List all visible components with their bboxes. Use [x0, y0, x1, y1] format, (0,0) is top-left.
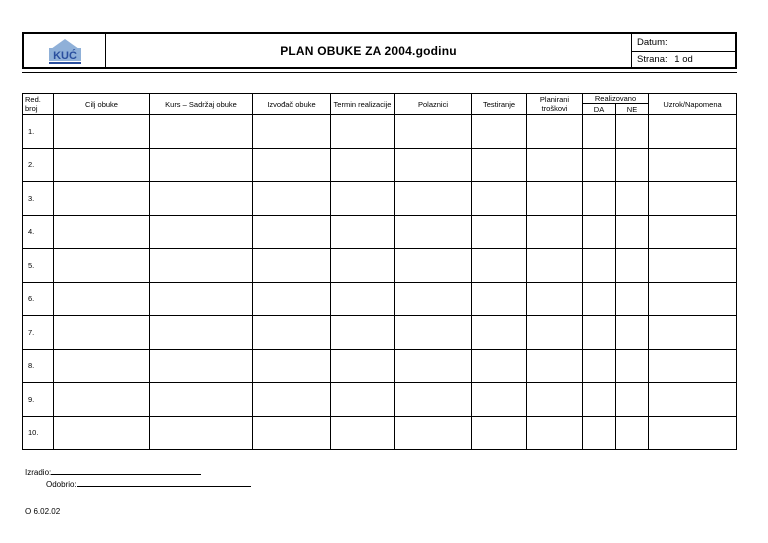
- document-header: [22, 32, 737, 69]
- strana-row: [637, 54, 693, 65]
- table-cell: [616, 148, 649, 182]
- table-cell: [472, 282, 527, 316]
- table-cell: [583, 416, 616, 450]
- page-title: PLAN OBUKE ZA 2004.godinu: [280, 43, 457, 58]
- table-cell: [54, 316, 150, 350]
- table-cell: [150, 316, 253, 350]
- table-cell: [527, 115, 583, 149]
- table-cell: [616, 383, 649, 417]
- table-cell: [54, 215, 150, 249]
- table-cell: [331, 416, 395, 450]
- table-cell: [583, 349, 616, 383]
- izradio-line: [25, 466, 201, 477]
- table-cell: [649, 316, 737, 350]
- table-row: [23, 282, 737, 316]
- meta-divider: [632, 51, 735, 52]
- table-cell: [583, 115, 616, 149]
- table-cell: [583, 249, 616, 283]
- table-cell: [472, 249, 527, 283]
- col-cilj-obuke: Cilj obuke: [54, 94, 150, 115]
- row-number: 6.: [23, 282, 54, 316]
- table-cell: [472, 416, 527, 450]
- training-plan-table: [22, 93, 737, 450]
- row-number: 9.: [23, 383, 54, 417]
- table-cell: [649, 416, 737, 450]
- table-cell: [527, 316, 583, 350]
- table-row: [23, 215, 737, 249]
- datum-row: [637, 37, 668, 48]
- table-cell: [395, 249, 472, 283]
- table-cell: [331, 182, 395, 216]
- table-cell: [150, 148, 253, 182]
- table-cell: [527, 249, 583, 283]
- table-cell: [150, 215, 253, 249]
- table-cell: [472, 383, 527, 417]
- table-cell: [616, 215, 649, 249]
- table-cell: [54, 349, 150, 383]
- table-cell: [472, 148, 527, 182]
- table-cell: [253, 416, 331, 450]
- table-cell: [395, 182, 472, 216]
- table-row: [23, 316, 737, 350]
- header-underline: [22, 72, 737, 73]
- col-red-broj: Red. broj: [23, 94, 54, 115]
- table-cell: [253, 182, 331, 216]
- col-kurs: Kurs – Sadržaj obuke: [150, 94, 253, 115]
- logo-text: KUĆ: [53, 50, 77, 62]
- odobrio-line: [46, 478, 251, 489]
- col-polaznici: Polaznici: [395, 94, 472, 115]
- table-cell: [253, 282, 331, 316]
- table-cell: [150, 115, 253, 149]
- table-cell: [331, 249, 395, 283]
- strana-value: 1 od: [674, 54, 693, 65]
- table-cell: [54, 115, 150, 149]
- table-cell: [331, 349, 395, 383]
- table-cell: [527, 182, 583, 216]
- table-cell: [583, 182, 616, 216]
- table-cell: [253, 115, 331, 149]
- table-cell: [649, 383, 737, 417]
- datum-label: Datum:: [637, 37, 668, 48]
- table-cell: [54, 249, 150, 283]
- table-cell: [583, 215, 616, 249]
- col-planirani: Planirani troškovi: [527, 94, 583, 115]
- col-testiranje: Testiranje: [472, 94, 527, 115]
- table-cell: [54, 383, 150, 417]
- table-cell: [649, 249, 737, 283]
- table-cell: [150, 349, 253, 383]
- table-cell: [253, 215, 331, 249]
- col-da: DA: [583, 104, 616, 115]
- row-number: 10.: [23, 416, 54, 450]
- izradio-label: Izradio:: [25, 468, 52, 477]
- table-cell: [395, 148, 472, 182]
- table-cell: [616, 249, 649, 283]
- table-cell: [527, 215, 583, 249]
- row-number: 8.: [23, 349, 54, 383]
- table-cell: [395, 316, 472, 350]
- table-cell: [395, 349, 472, 383]
- table-row: [23, 148, 737, 182]
- row-number: 2.: [23, 148, 54, 182]
- table-cell: [150, 282, 253, 316]
- table-cell: [395, 383, 472, 417]
- table-cell: [583, 148, 616, 182]
- col-izvojac: Izvođač obuke: [253, 94, 331, 115]
- col-realizovano: Realizovano: [583, 94, 649, 104]
- table-body: [23, 115, 737, 450]
- table-cell: [616, 182, 649, 216]
- table-row: [23, 416, 737, 450]
- table-cell: [649, 215, 737, 249]
- table-cell: [150, 249, 253, 283]
- header-meta: [631, 34, 735, 67]
- company-logo: [24, 34, 106, 67]
- table-cell: [253, 148, 331, 182]
- table-cell: [54, 182, 150, 216]
- table-cell: [395, 115, 472, 149]
- row-number: 4.: [23, 215, 54, 249]
- table-cell: [331, 148, 395, 182]
- table-cell: [253, 349, 331, 383]
- table-cell: [527, 383, 583, 417]
- row-number: 3.: [23, 182, 54, 216]
- table-cell: [649, 349, 737, 383]
- table-cell: [54, 282, 150, 316]
- table-cell: [150, 416, 253, 450]
- table-cell: [472, 215, 527, 249]
- table-row: [23, 383, 737, 417]
- table-cell: [150, 182, 253, 216]
- row-number: 5.: [23, 249, 54, 283]
- col-uzrok: Uzrok/Napomena: [649, 94, 737, 115]
- table-cell: [527, 282, 583, 316]
- table-cell: [616, 349, 649, 383]
- table-cell: [583, 316, 616, 350]
- table-cell: [472, 316, 527, 350]
- table-cell: [54, 148, 150, 182]
- table-cell: [527, 349, 583, 383]
- table-row: [23, 182, 737, 216]
- table-cell: [331, 383, 395, 417]
- table-cell: [583, 383, 616, 417]
- logo-cell: [24, 34, 106, 67]
- table-row: [23, 349, 737, 383]
- row-number: 1.: [23, 115, 54, 149]
- table-cell: [527, 148, 583, 182]
- table-cell: [331, 316, 395, 350]
- strana-label: Strana:: [637, 54, 668, 65]
- row-number: 7.: [23, 316, 54, 350]
- table-cell: [150, 383, 253, 417]
- document-code: O 6.02.02: [25, 507, 61, 516]
- table-cell: [616, 316, 649, 350]
- table-cell: [331, 215, 395, 249]
- table-cell: [616, 282, 649, 316]
- table-cell: [472, 115, 527, 149]
- table-cell: [583, 282, 616, 316]
- table-cell: [649, 148, 737, 182]
- table-cell: [472, 349, 527, 383]
- table-cell: [253, 316, 331, 350]
- table-cell: [616, 416, 649, 450]
- col-ne: NE: [616, 104, 649, 115]
- table-cell: [395, 416, 472, 450]
- table-cell: [472, 182, 527, 216]
- odobrio-signature-field: [77, 478, 251, 487]
- table-cell: [253, 383, 331, 417]
- table-cell: [649, 115, 737, 149]
- table-cell: [331, 282, 395, 316]
- table-cell: [649, 282, 737, 316]
- table-cell: [616, 115, 649, 149]
- izradio-signature-field: [51, 466, 201, 475]
- table-row: [23, 249, 737, 283]
- table-cell: [54, 416, 150, 450]
- table-cell: [527, 416, 583, 450]
- table-row: [23, 115, 737, 149]
- table-cell: [649, 182, 737, 216]
- table-cell: [331, 115, 395, 149]
- table-cell: [395, 215, 472, 249]
- table-cell: [253, 249, 331, 283]
- odobrio-label: Odobrio:: [46, 480, 77, 489]
- col-termin: Termin realizacije: [331, 94, 395, 115]
- table-cell: [395, 282, 472, 316]
